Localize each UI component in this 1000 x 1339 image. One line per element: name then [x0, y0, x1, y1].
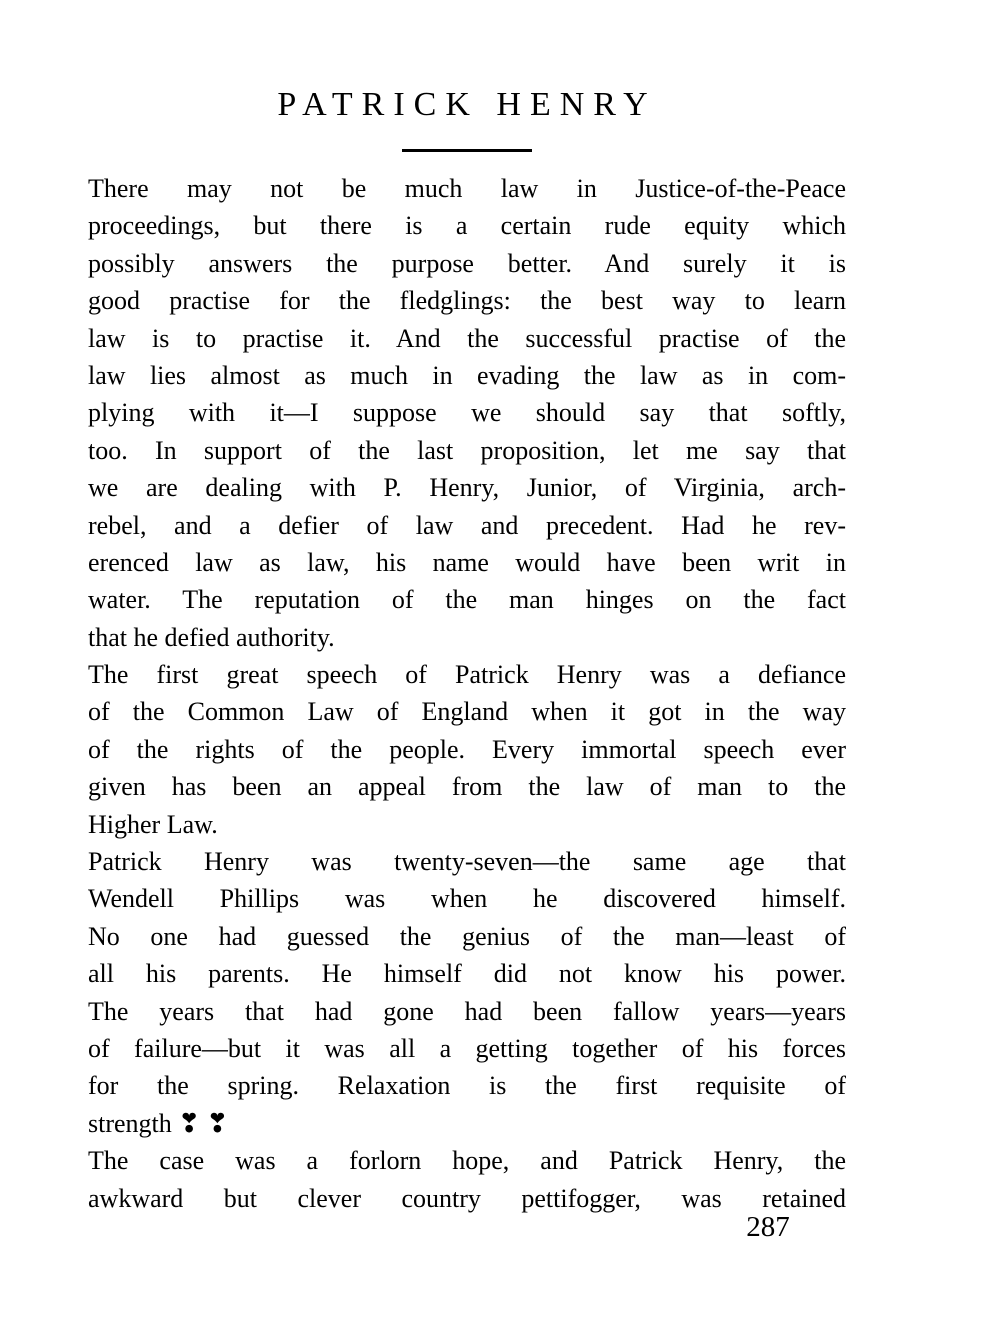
- text-line: for the spring. Relaxation is the first requisite of: [88, 1071, 846, 1101]
- title-divider-rule: [402, 149, 532, 152]
- text-line: of the Common Law of England when it got in the way: [88, 697, 846, 727]
- page-title: PATRICK HENRY: [277, 86, 657, 123]
- paragraph: [88, 843, 846, 1142]
- text-line: Wendell Phillips was when he discovered himself.: [88, 884, 846, 914]
- text-line: given has been an appeal from the law of man to the: [88, 772, 846, 802]
- paragraph: [88, 1142, 846, 1217]
- text-line: good practise for the fledglings: the best way to learn: [88, 286, 846, 316]
- text-line: awkward but clever country pettifogger, was retained: [88, 1183, 846, 1213]
- text-line: water. The reputation of the man hinges on the fact: [88, 585, 846, 615]
- text-line: of failure—but it was all a getting together of his forces: [88, 1033, 846, 1063]
- body-text: [88, 170, 846, 1217]
- text-line: we are dealing with P. Henry, Junior, of Virginia, arch-: [88, 473, 846, 503]
- text-line: There may not be much law in Justice-of-the-Peace: [88, 174, 846, 203]
- text-line: Higher Law.: [88, 809, 218, 839]
- text-line: proceedings, but there is a certain rude equity which: [88, 211, 846, 241]
- text-line: too. In support of the last proposition, let me say that: [88, 435, 846, 465]
- text-line: The years that had gone had been fallow years—years: [88, 996, 846, 1026]
- text-line: Patrick Henry was twenty-seven—the same age that: [88, 847, 846, 877]
- paragraph: [88, 170, 846, 656]
- text-line: all his parents. He himself did not know his power.: [88, 959, 846, 989]
- paragraph: [88, 656, 846, 843]
- text-line: erenced law as law, his name would have been writ in: [88, 547, 846, 577]
- text-line: of the rights of the people. Every immortal speech ever: [88, 734, 846, 764]
- text-line: plying with it—I suppose we should say that softly,: [88, 398, 846, 428]
- text-line: The first great speech of Patrick Henry was a defiance: [88, 660, 846, 690]
- text-line: The case was a forlorn hope, and Patrick Henry, the: [88, 1146, 846, 1176]
- text-line: strength ❣ ❣: [88, 1108, 229, 1138]
- text-line: that he defied authority.: [88, 622, 335, 652]
- text-line: law lies almost as much in evading the law as in com-: [88, 360, 846, 390]
- page-content: [88, 0, 846, 1339]
- page-number: 287: [746, 1211, 790, 1243]
- text-line: law is to practise it. And the successful practise of the: [88, 323, 846, 353]
- text-line: No one had guessed the genius of the man—least of: [88, 921, 846, 951]
- text-line: rebel, and a defier of law and precedent. Had he rev-: [88, 510, 846, 540]
- text-line: possibly answers the purpose better. And surely it is: [88, 248, 846, 278]
